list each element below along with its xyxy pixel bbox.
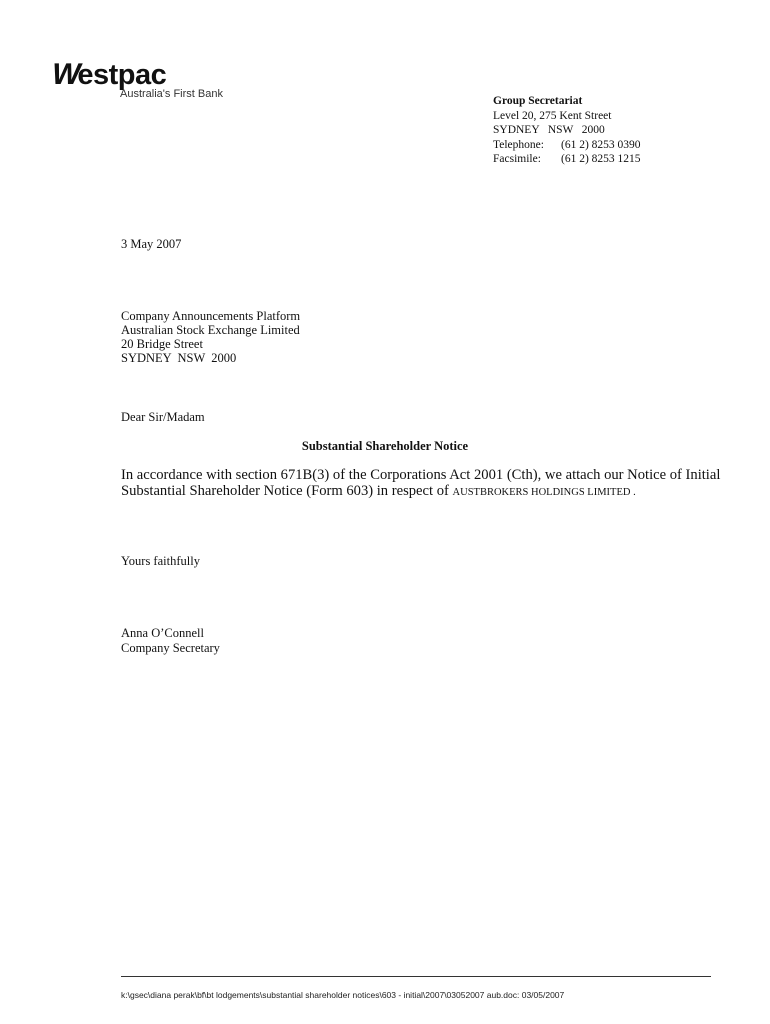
salutation: Dear Sir/Madam [121, 410, 205, 424]
sender-address-line1: Level 20, 275 Kent Street [493, 109, 612, 122]
westpac-logo [48, 58, 252, 108]
signatory-title: Company Secretary [121, 641, 220, 655]
logo-tagline: Australia's First Bank [120, 88, 223, 100]
closing: Yours faithfully [121, 554, 200, 568]
letter-date: 3 May 2007 [121, 237, 182, 251]
body-paragraph [121, 467, 721, 501]
recipient-line2: Australian Stock Exchange Limited [121, 323, 300, 337]
body-text-end: . [630, 487, 636, 498]
sender-facsimile [493, 152, 641, 167]
sender-address-line2: SYDNEY NSW 2000 [493, 124, 605, 136]
sender-address-block [493, 94, 641, 167]
footer-file-path: k:\gsec\diana perak\bf\bt lodgements\substantial shareholder notices\603 - initial\2007\03052007 aub.doc: 03/05/2007 [121, 990, 565, 1000]
signatory-name: Anna O’Connell [121, 626, 204, 640]
facsimile-value: (61 2) 8253 1215 [561, 153, 641, 165]
telephone-label: Telephone: [493, 138, 544, 151]
telephone-value: (61 2) 8253 0390 [561, 138, 641, 151]
company-name: AUSTBROKERS HOLDINGS LIMITED [452, 487, 631, 498]
sender-department: Group Secretariat [493, 95, 583, 107]
logo-wordmark: Westpac [48, 58, 167, 91]
recipient-line3: 20 Bridge Street [121, 337, 203, 351]
subject-heading: Substantial Shareholder Notice [301, 439, 469, 453]
recipient-address-block [121, 309, 300, 365]
recipient-line1: Company Announcements Platform [121, 309, 301, 323]
body-text: In accordance with section 671B(3) of the Corporations Act 2001 (Cth), we attach our Notice of Initial Substantial Shareholder Notice (Form 603) in respect of [121, 467, 721, 499]
recipient-line4: SYDNEY NSW 2000 [121, 351, 237, 365]
sender-telephone [493, 138, 641, 153]
signature-block [121, 626, 220, 656]
facsimile-label: Facsimile: [493, 153, 541, 165]
footer-divider [121, 976, 711, 977]
